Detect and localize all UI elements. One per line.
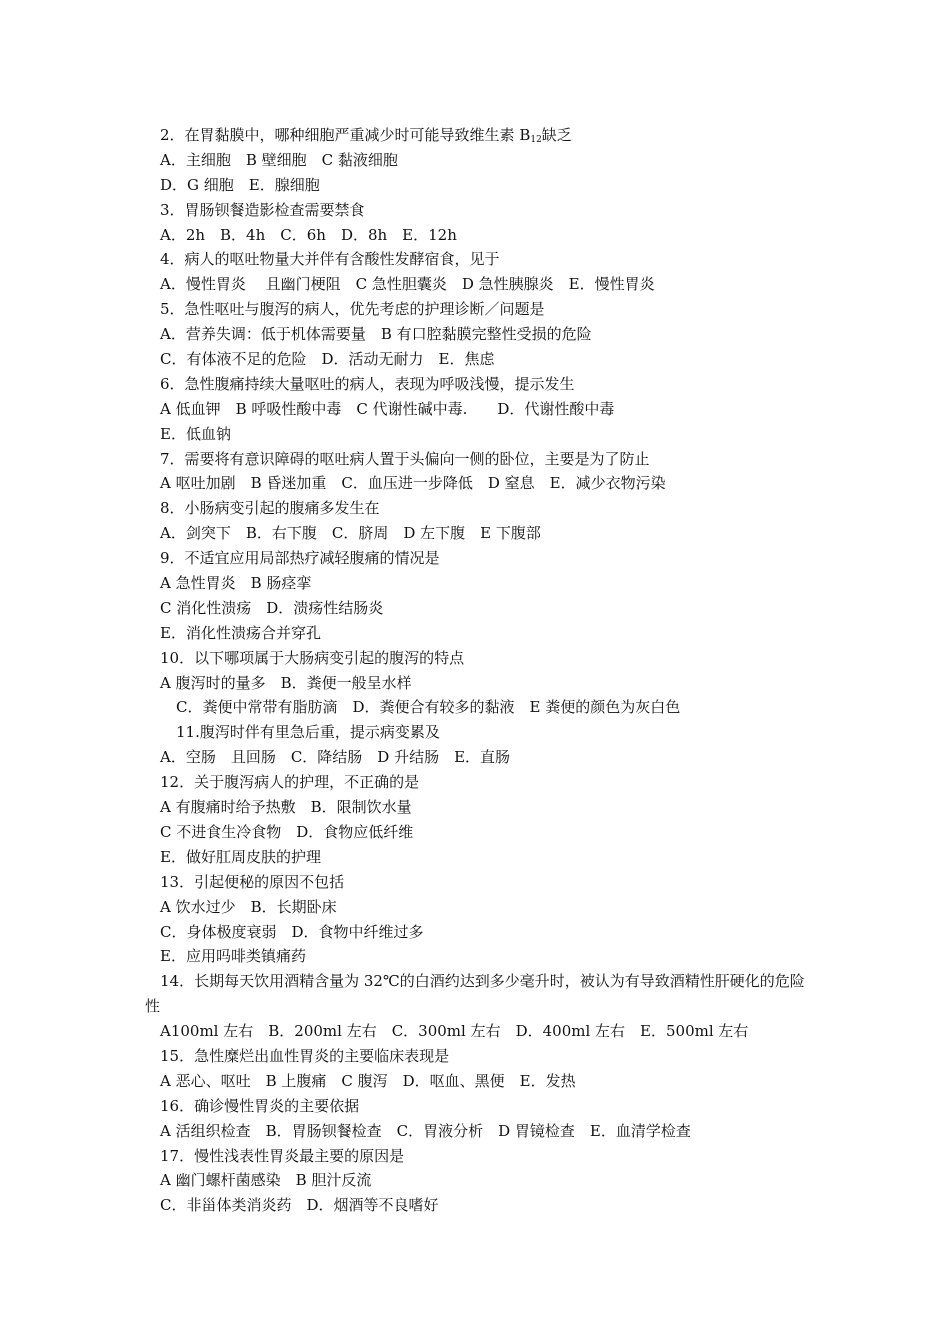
question-2 [160, 123, 820, 148]
options-line: A 幽门螺杆菌感染 B 胆汁反流 [160, 1171, 372, 1190]
options-line: E．消化性溃疡合并穿孔 [160, 623, 321, 642]
options-line: A 恶心、呕吐 B 上腹痛 C 腹泻 D．呕血、黑便 E．发热 [160, 1071, 576, 1090]
options-line: A 呕吐加剧 B 昏迷加重 C．血压进一步降低 D 窒息 E．减少衣物污染 [160, 474, 666, 493]
options-line: E．低血钠 [160, 424, 231, 443]
question-9: 9．不适宜应用局部热疗减轻腹痛的情况是 [160, 549, 440, 568]
question-4: 4．病人的呕吐物量大并伴有含酸性发酵宿食，见于 [160, 250, 500, 269]
options-line: A．主细胞 B 壁细胞 C 黏液细胞 [160, 150, 398, 169]
options-line: A．空肠 且回肠 C．降结肠 D 升结肠 E．直肠 [160, 748, 511, 767]
question-12: 12．关于腹泻病人的护理，不正确的是 [160, 773, 420, 792]
options-line: C 不进食生冷食物 D．食物应低纤维 [160, 822, 414, 841]
options-line: A 腹泻时的量多 B．粪便一般呈水样 [160, 673, 412, 692]
options-line: A 饮水过少 B．长期卧床 [160, 897, 337, 916]
question-6: 6．急性腹痛持续大量呕吐的病人，表现为呼吸浅慢，提示发生 [160, 374, 575, 393]
question-16: 16．确诊慢性胃炎的主要依据 [160, 1096, 360, 1115]
question-5: 5．急性呕吐与腹泻的病人，优先考虑的护理诊断／问题是 [160, 300, 545, 319]
options-line: A 活组织检查 B．胃肠钡餐检查 C．胃液分析 D 胃镜检查 E．血清学检查 [160, 1121, 691, 1140]
options-line: D．G 细胞 E．腺细胞 [160, 175, 320, 194]
options-line: E．应用吗啡类镇痛药 [160, 947, 306, 966]
question-10: 10．以下哪项属于大肠病变引起的腹泻的特点 [160, 648, 465, 667]
options-line: C．非甾体类消炎药 D．烟酒等不良嗜好 [160, 1196, 439, 1215]
question-2-text: 2．在胃黏膜中，哪种细胞严重减少时可能导致维生素 B [160, 126, 531, 144]
options-line: A100ml 左右 B．200ml 左右 C．300ml 左右 D．400ml 左右 E．500ml 左右 [160, 1022, 749, 1041]
options-line: A 低血钾 B 呼吸性酸中毒 C 代谢性碱中毒. D．代谢性酸中毒 [160, 399, 615, 418]
question-3: 3．胃肠钡餐造影检查需要禁食 [160, 200, 365, 219]
options-line: A．营养失调：低于机体需要量 B 有口腔黏膜完整性受损的危险 [160, 325, 592, 344]
options-line: E．做好肛周皮肤的护理 [160, 847, 321, 866]
options-line: A 急性胃炎 B 肠痉挛 [160, 574, 312, 593]
question-17: 17．慢性浅表性胃炎最主要的原因是 [160, 1146, 405, 1165]
question-14: 14．长期每天饮用酒精含量为 32℃的白酒约达到多少毫升时，被认为有导致酒精性肝硬化的危险性 [145, 972, 805, 1016]
options-line: C．有体液不足的危险 D．活动无耐力 E．焦虑 [160, 350, 495, 369]
question-2-tail: 缺乏 [541, 126, 572, 144]
question-15: 15．急性糜烂出血性胃炎的主要临床表现是 [160, 1046, 450, 1065]
options-line: C 消化性溃疡 D．溃疡性结肠炎 [160, 598, 384, 617]
options-line: A．2h B．4h C．6h D．8h E．12h [160, 225, 457, 244]
options-line: C．身体极度衰弱 D．食物中纤维过多 [160, 922, 424, 941]
options-line: A．慢性胃炎 且幽门梗阻 C 急性胆囊炎 D 急性胰腺炎 E．慢性胃炎 [160, 275, 655, 294]
subscript-12: 12 [530, 135, 542, 145]
options-line: A．剑突下 B．右下腹 C．脐周 D 左下腹 E 下腹部 [160, 524, 541, 543]
options-line: C．粪便中常带有脂肪滴 D．粪便合有较多的黏液 E 粪便的颜色为灰白色 [176, 698, 681, 717]
question-list [145, 123, 820, 1218]
question-8: 8．小肠病变引起的腹痛多发生在 [160, 499, 380, 518]
options-line: A 有腹痛时给予热敷 B．限制饮水量 [160, 798, 412, 817]
question-11: 11.腹泻时伴有里急后重，提示病变累及 [176, 723, 440, 742]
question-7: 7．需要将有意识障碍的呕吐病人置于头偏向一侧的卧位，主要是为了防止 [160, 449, 650, 468]
question-13: 13．引起便秘的原因不包括 [160, 872, 345, 891]
